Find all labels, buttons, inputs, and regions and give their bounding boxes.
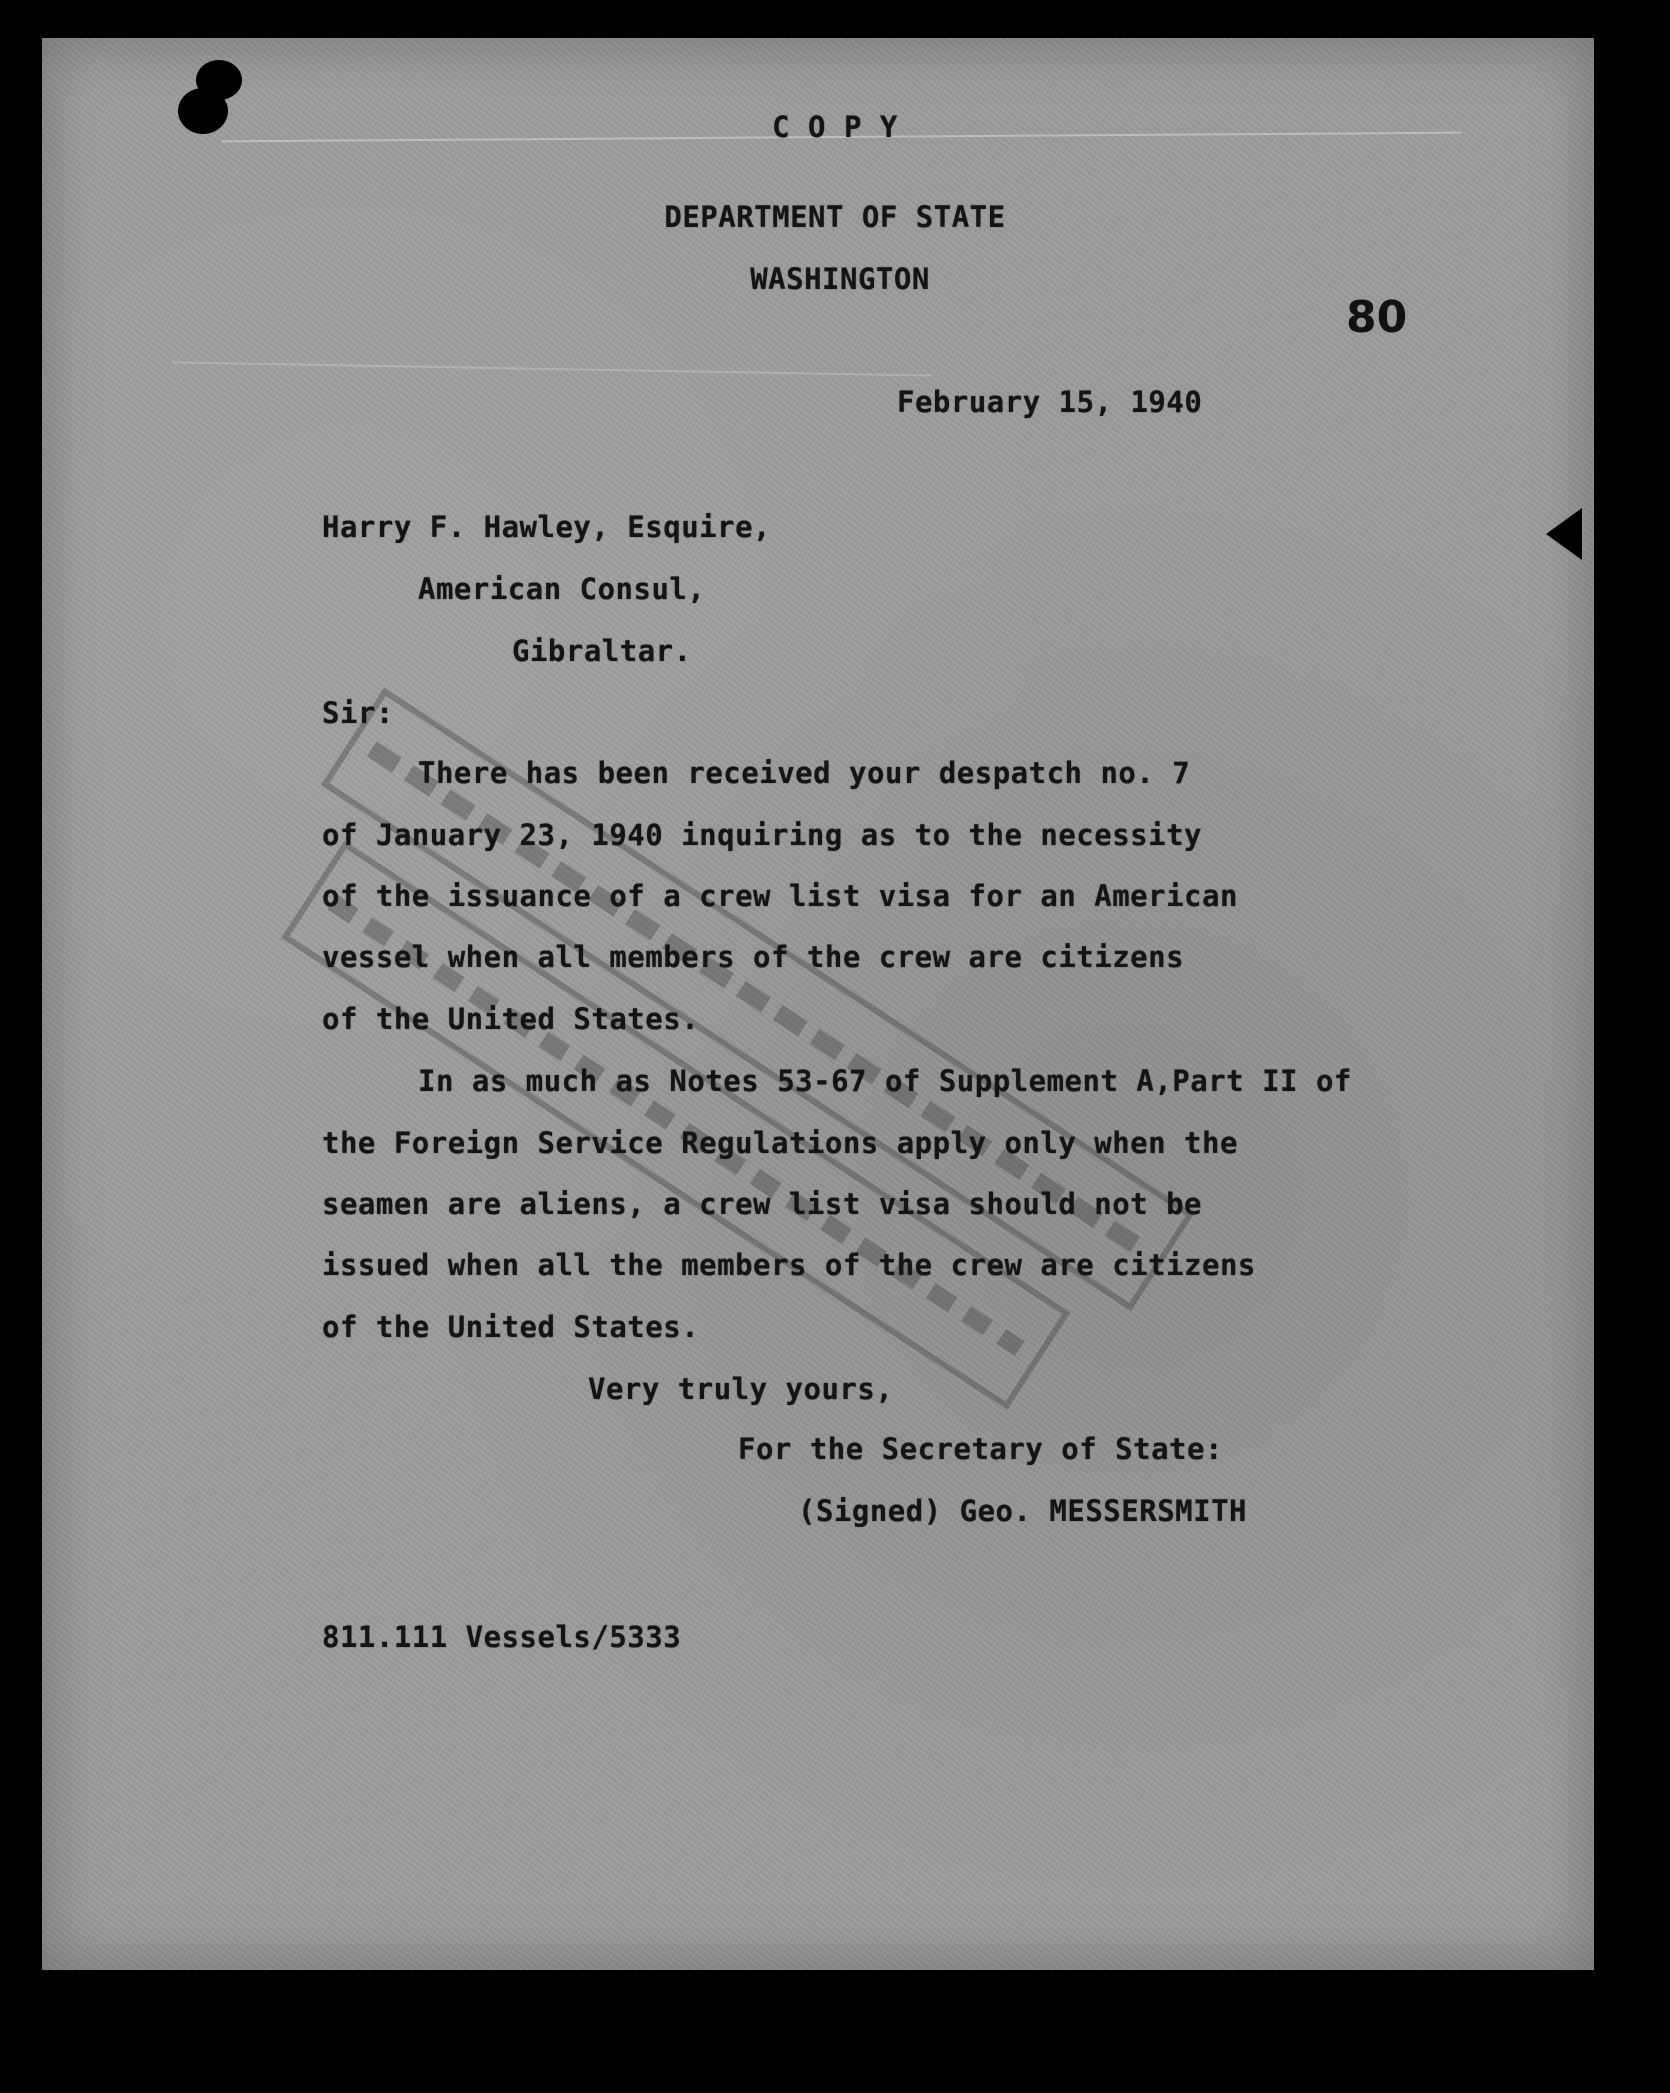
- letter-date: February 15, 1940: [897, 385, 1203, 419]
- punch-hole: [196, 60, 242, 100]
- city-heading: WASHINGTON: [750, 262, 930, 296]
- department-heading: DEPARTMENT OF STATE: [664, 200, 1006, 234]
- body-line: seamen are aliens, a crew list visa should not be: [322, 1187, 1203, 1221]
- recipient-name: Harry F. Hawley, Esquire,: [322, 510, 771, 544]
- recipient-location: Gibraltar.: [512, 634, 692, 668]
- page-number: 80: [1346, 292, 1408, 343]
- body-line: issued when all the members of the crew are citizens: [322, 1248, 1256, 1282]
- body-line: the Foreign Service Regulations apply only when the: [322, 1126, 1238, 1160]
- body-line: of the United States.: [322, 1002, 700, 1036]
- salutation: Sir:: [322, 696, 394, 730]
- body-line: of the issuance of a crew list visa for an American: [322, 879, 1238, 913]
- file-reference: 811.111 Vessels/5333: [322, 1620, 682, 1654]
- closing: Very truly yours,: [588, 1372, 894, 1406]
- body-line: There has been received your despatch no. 7: [418, 756, 1191, 790]
- body-line: vessel when all members of the crew are citizens: [322, 940, 1185, 974]
- fold-crease: [172, 361, 932, 376]
- signature-line-authority: For the Secretary of State:: [738, 1432, 1223, 1466]
- body-line: of the United States.: [322, 1310, 700, 1344]
- copy-label: C O P Y: [772, 110, 898, 144]
- body-line: In as much as Notes 53-67 of Supplement A,Part II of: [418, 1064, 1352, 1098]
- page-edge-notch: [1546, 508, 1582, 560]
- body-line: of January 23, 1940 inquiring as to the necessity: [322, 818, 1203, 852]
- recipient-title: American Consul,: [418, 572, 706, 606]
- signature-line-signed: (Signed) Geo. MESSERSMITH: [798, 1494, 1247, 1528]
